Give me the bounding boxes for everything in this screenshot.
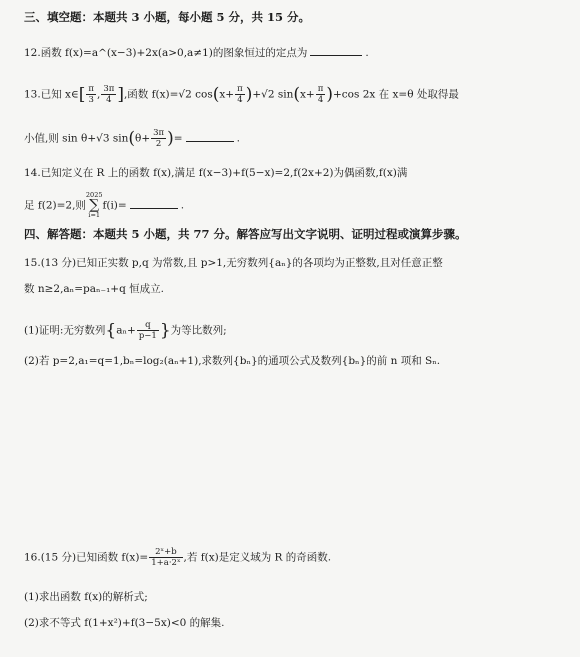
q13-equals: = <box>173 132 183 145</box>
q14-sum-bottom: i=1 <box>88 211 101 219</box>
question-15-line2: 数 n≥2,aₙ=paₙ₋₁+q 恒成立. <box>24 283 164 295</box>
q13-interval-a <box>86 84 96 105</box>
question-14-line2 <box>24 192 184 219</box>
q15-part1-end: 为等比数列; <box>170 324 227 337</box>
q13-interval-b <box>101 84 116 105</box>
question-16-part2: (2)求不等式 f(1+x²)+f(3−5x)<0 的解集. <box>24 617 225 629</box>
q15-part1-frac <box>137 320 159 341</box>
q13-arg1-frac <box>235 84 245 105</box>
q13-arg2-frac <box>316 84 326 105</box>
q13-b-num: 3π <box>103 84 115 94</box>
q13-arg1-num: π <box>237 84 243 94</box>
q13-b-den: 4 <box>106 95 112 105</box>
q16-frac-den: 1+a·2ˣ <box>151 558 181 568</box>
q13-interval-left: [ <box>78 84 86 105</box>
q13-arg2-num: π <box>317 84 324 94</box>
question-15-part2: (2)若 p=2,a₁=q=1,bₙ=log₂(aₙ+1),求数列{bₙ}的通项公式及数列{bₙ}的前 n 项和 Sₙ. <box>24 355 441 367</box>
question-16-line1 <box>24 547 331 568</box>
q13-interval-right: ] <box>117 84 124 105</box>
q16-frac <box>149 547 182 568</box>
q14-end: . <box>180 199 185 212</box>
section3-heading: 三、填空题：本题共 3 小题，每小题 5 分，共 15 分。 <box>24 10 311 24</box>
q16-text: 16.(15 分)已知函数 f(x)= <box>24 551 149 564</box>
q13-arg3: θ+ <box>135 132 151 145</box>
q13-text-2: ,函数 f(x)=√2 cos <box>123 88 213 101</box>
question-13-line2: 小值,则 sin θ+√3 sin(θ+ $\frac{3\pi}{2}$ )= . <box>24 128 240 149</box>
question-15-line1: 15.(13 分)已知正实数 p,q 为常数,且 p>1,无穷数列{aₙ}的各项均为正整数,且对任意正整 <box>24 257 443 269</box>
q14-sum-symbol: 2025 ∑ i=1 <box>85 191 103 219</box>
q16-text-2: ,若 f(x)是定义域为 R 的奇函数. <box>183 551 332 564</box>
q13-end: . <box>236 132 240 145</box>
q12-text: 12.函数 f(x)=a^(x−3)+2x(a>0,a≠1)的图象恒过的定点为 <box>24 47 308 59</box>
question-13-line1: 13.已知 x∈[ $\frac{\pi}{3}$ , $\frac{3\pi}{4}$ ],函数 f(x)=√2 cos(x+ $\frac{\pi}{4}$ )+√2 sin(x+ $\frac{\pi}{4}$ )+cos 2x 在 x=θ 处取得最 <box>24 84 459 105</box>
q13-arg3-den: 2 <box>155 139 162 149</box>
q14-text-2: f(i)= <box>102 199 127 212</box>
question-14-line1: 14.已知定义在 R 上的函数 f(x),满足 f(x−3)+f(5−x)=2,f(2x+2)为偶函数,f(x)满 <box>24 167 408 179</box>
q14-text: 足 f(2)=2,则 <box>24 199 86 212</box>
q13-line2-text: 小值,则 sin θ+√3 sin <box>24 132 129 145</box>
q13-arg2: x+ <box>300 88 315 101</box>
q13-arg3-frac <box>151 128 166 149</box>
q13-arg2-den: 4 <box>317 95 324 105</box>
question-16-part1: (1)求出函数 f(x)的解析式; <box>24 591 148 603</box>
q13-a-den: 3 <box>88 95 94 105</box>
q13-text-3: +√2 sin <box>252 88 294 101</box>
q13-text-4: +cos 2x 在 x=θ 处取得最 <box>332 88 459 101</box>
q15-frac-num: q <box>137 320 159 331</box>
q14-sum-top: 2025 <box>85 191 103 199</box>
q15-frac-den: p−1 <box>138 331 157 341</box>
q12-answer-blank <box>310 44 362 56</box>
q16-frac-num: 2ˣ+b <box>149 547 182 558</box>
question-12 <box>24 44 369 60</box>
q13-arg1: x+ <box>219 88 235 101</box>
q14-answer-blank <box>130 197 178 209</box>
q13-a-num: π <box>88 84 94 94</box>
q15-part1-term: aₙ+ <box>116 324 136 337</box>
q13-arg1-den: 4 <box>237 95 243 105</box>
q12-end: . <box>365 47 369 59</box>
section4-heading: 四、解答题：本题共 5 小题，共 77 分。解答应写出文字说明、证明过程或演算步骤。 <box>24 227 467 241</box>
q13-interval-sep: , <box>96 88 101 101</box>
q13-arg3-num: 3π <box>153 128 165 138</box>
q13-answer-blank <box>186 130 234 142</box>
q15-part1-text: (1)证明:无穷数列 <box>24 324 106 337</box>
q13-text-1: 13.已知 x∈ <box>24 88 79 101</box>
question-15-part1: (1)证明:无穷数列{aₙ+ $\frac{q}{p-1}$ }为等比数列; <box>24 320 227 341</box>
